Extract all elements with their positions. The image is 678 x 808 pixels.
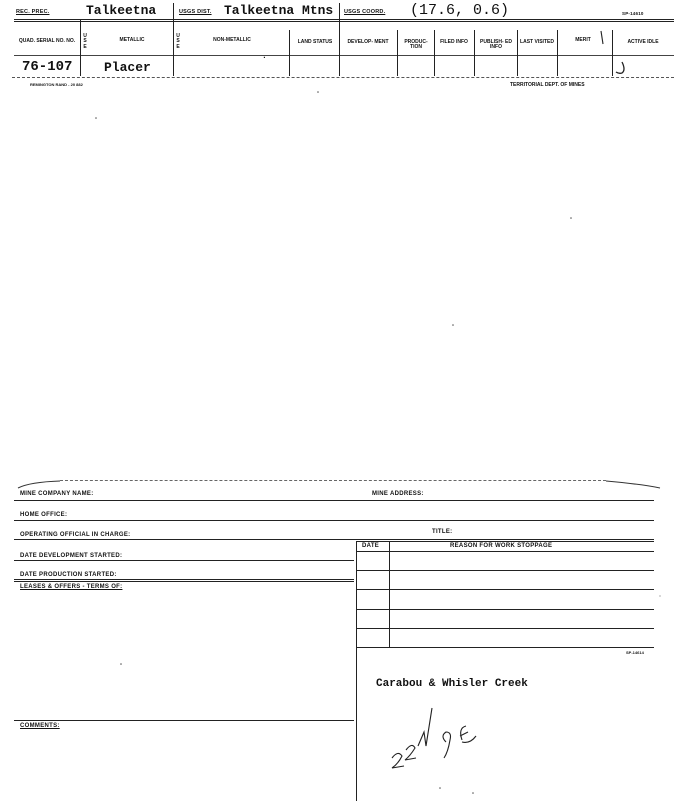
col-published-info: PUBLISH- ED INFO: [480, 39, 512, 51]
rule-operating-official: [14, 539, 654, 540]
col-development: DEVELOP- MENT: [347, 39, 389, 45]
label-title: TITLE:: [432, 529, 453, 535]
label-leases: LEASES & OFFERS - TERMS OF:: [20, 584, 123, 590]
rule-date-development: [14, 560, 354, 561]
rule-comments: [14, 720, 354, 721]
col-land-status: LAND STATUS: [297, 39, 333, 45]
label-date-development: DATE DEVELOPMENT STARTED:: [20, 553, 123, 559]
usgs-dist-label: USGS DIST.: [179, 9, 212, 15]
rule-stoppage-header-top: [356, 541, 654, 542]
stoppage-row-1: [356, 570, 654, 571]
rule-stoppage-header-bottom: [356, 551, 654, 552]
usgs-coord-value: (17.6, 0.6): [410, 2, 510, 19]
col-reason-stoppage: REASON FOR WORK STOPPAGE: [450, 543, 553, 549]
stoppage-row-3: [356, 609, 654, 610]
stoppage-date-sep: [389, 541, 390, 647]
label-home-office: HOME OFFICE:: [20, 512, 68, 518]
col-active-idle: ACTIVE IDLE: [627, 39, 659, 45]
col-use-1: U S E: [83, 33, 87, 50]
col-date: DATE: [362, 543, 380, 549]
rule-date-production-1: [14, 579, 354, 580]
col-production: PRODUC- TION: [404, 39, 428, 51]
form-code-bottom: SP-14614: [626, 650, 644, 655]
stoppage-row-5: [356, 647, 654, 648]
typed-note: Carabou & Whisler Creek: [376, 678, 528, 690]
col-non-metallic: NON-METALLIC: [213, 37, 251, 43]
rec-prec-value: Talkeetna: [86, 3, 157, 18]
usgs-dist-value: Talkeetna Mtns: [224, 3, 334, 18]
stoppage-row-2: [356, 589, 654, 590]
rule-mine-company: [14, 500, 654, 501]
record-non-metallic-mark: .: [262, 52, 267, 61]
handwritten-location-mark: [388, 706, 498, 776]
form-code-top: SP-14610: [622, 11, 644, 16]
footer-right-dept: TERRITORIAL DEPT. OF MINES: [510, 82, 585, 88]
col-merit: MERIT: [575, 37, 591, 43]
footer-left-code: REMINGTON RAND - 20 882: [30, 82, 83, 87]
record-metallic: Placer: [104, 60, 151, 75]
label-mine-address: MINE ADDRESS:: [372, 491, 424, 497]
col-metallic: METALLIC: [119, 37, 145, 43]
rule-home-office: [14, 520, 654, 521]
label-mine-company-name: MINE COMPANY NAME:: [20, 491, 94, 497]
col-last-visited: LAST VISITED: [520, 39, 554, 45]
stoppage-left-border: [356, 541, 357, 801]
col-filed-info: FILED INFO: [440, 39, 468, 45]
label-operating-official: OPERATING OFFICIAL IN CHARGE:: [20, 532, 131, 538]
rule-date-production-2: [14, 581, 354, 582]
label-comments: COMMENTS:: [20, 723, 60, 729]
label-date-production: DATE PRODUCTION STARTED:: [20, 572, 117, 578]
stoppage-row-4: [356, 628, 654, 629]
record-quad-serial: 76-107: [22, 59, 73, 75]
col-use-2: U S E: [176, 33, 180, 50]
rec-prec-label: REC. PREC.: [16, 9, 50, 15]
usgs-coord-label: USGS COORD.: [344, 9, 386, 15]
col-quad-serial: QUAD. SERIAL NO. NO.: [18, 38, 76, 44]
card-edge-curves: [0, 476, 678, 496]
